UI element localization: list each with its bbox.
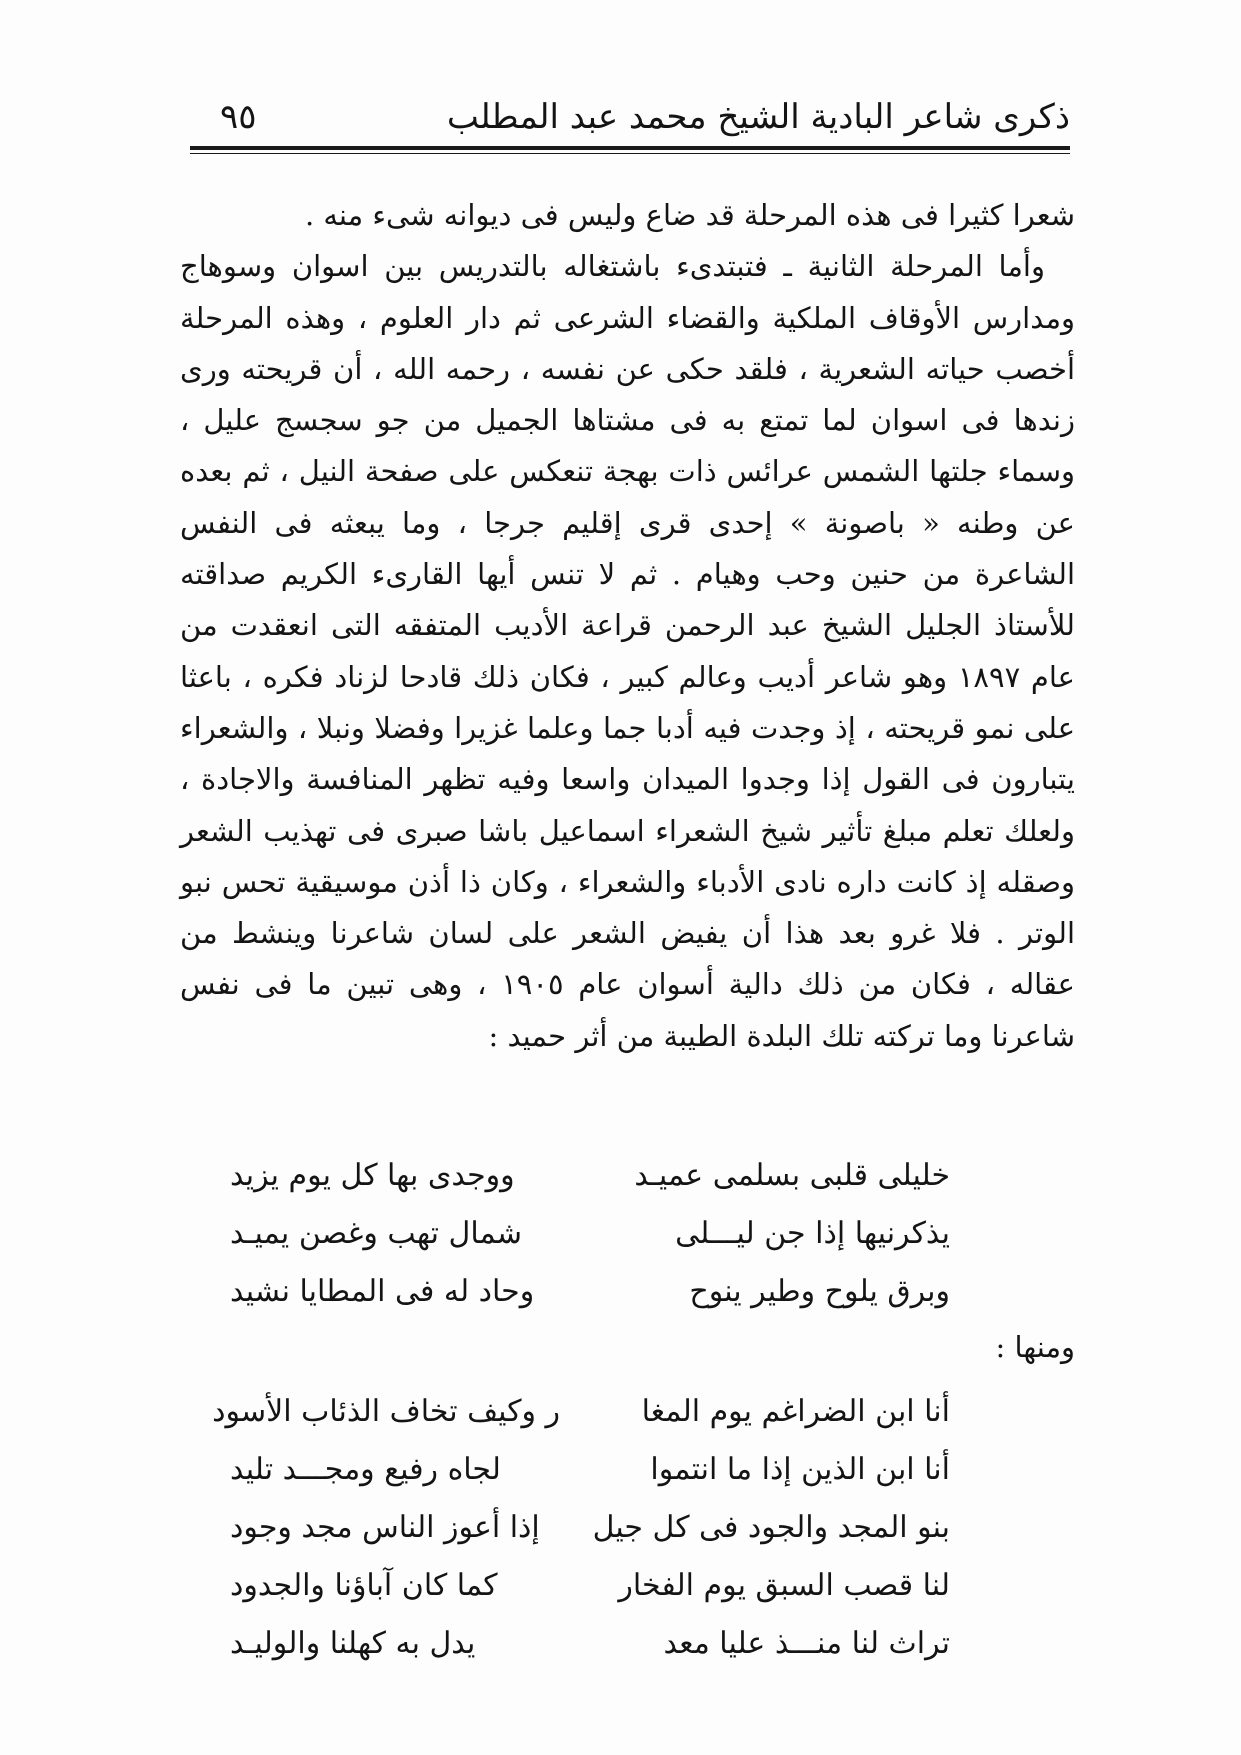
verse-first-hemistich: يذكرنيها إذا جن ليـــلى [675, 1216, 950, 1251]
poem-verse [230, 1499, 950, 1557]
poem-verse [230, 1205, 950, 1263]
body-text [180, 190, 1075, 1062]
verse-first-hemistich: أنا ابن الذين إذا ما انتموا [650, 1452, 950, 1487]
poem-verse [230, 1147, 950, 1205]
poem-verse [230, 1557, 950, 1615]
page-header [190, 92, 1070, 142]
verse-second-hemistich: كما كان آباؤنا والجدود [230, 1568, 498, 1603]
verse-second-hemistich: ووجدى بها كل يوم يزيد [230, 1158, 515, 1193]
verse-first-hemistich: وبرق يلوح وطير ينوح [689, 1274, 950, 1309]
verse-second-hemistich: لجاه رفيع ومجـــد تليد [230, 1452, 501, 1487]
verse-second-hemistich: شمال تهب وغصن يميـد [230, 1216, 522, 1251]
verse-first-hemistich: لنا قصب السبق يوم الفخار [618, 1568, 950, 1603]
poem-intro-label: ومنها : [995, 1330, 1075, 1364]
verse-first-hemistich: أنا ابن الضراغم يوم المغا [641, 1394, 950, 1429]
poem-block [212, 1383, 950, 1673]
verse-second-hemistich: وحاد له فى المطايا نشيد [230, 1274, 535, 1309]
paragraph: شعرا كثيرا فى هذه المرحلة قد ضاع وليس فى ديوانه شىء منه . [304, 198, 1075, 232]
verse-second-hemistich: ر وكيف تخاف الذئاب الأسود [212, 1394, 560, 1429]
header-rule-thick [190, 146, 1070, 150]
verse-first-hemistich: خليلى قلبى بسلمى عميـد [634, 1158, 950, 1193]
paragraph: وأما المرحلة الثانية ـ فتبتدىء باشتغاله بالتدريس بين اسوان وسوهاج ومدارس الأوقاف الملكية والقضاء الشرعى ثم دار العلوم ، وهذه المرحلة أخصب حياته الشعرية ، فلقد حكى عن نفسه ، رحمه الله ، أن قريحته ورى زندها فى اسوان لما تمتع به فى مشتاها الجميل من جو سجسج عليل ، وسماء جلتها الشمس عرائس ذات بهجة تنعكس على صفحة النيل ، ثم بعده عن وطنه « باصونة » إحدى قرى إقليم جرجا ، وما يبعثه فى النفس الشاعرة من حنين وحب وهيام . ثم لا تنس أيها القارىء الكريم صداقته للأستاذ الجليل الشيخ عبد الرحمن قراعة الأديب المتفقه التى انعقدت من عام ١٨٩٧ وهو شاعر أديب وعالم كبير ، فكان ذلك قادحا لزناد فكره ، باعثا على نمو قريحته ، إذ وجدت فيه أدبا جما وعلما غزيرا وفضلا ونبلا ، والشعراء يتبارون فى القول إذا وجدوا الميدان واسعا وفيه تظهر المنافسة والاجادة ، ولعلك تعلم مبلغ تأثير شيخ الشعراء اسماعيل باشا صبرى فى تهذيب الشعر وصقله إذ كانت داره نادى الأدباء والشعراء ، وكان ذا أذن موسيقية تحس نبو الوتر . فلا غرو بعد هذا أن يفيض الشعر على لسان شاعرنا وينشط من عقاله ، فكان من ذلك دالية أسوان عام ١٩٠٥ ، وهى تبين ما فى نفس شاعرنا وما تركته تلك البلدة الطيبة من أثر حميد : [180, 249, 1075, 1053]
page-number: ٩٥ [220, 97, 257, 137]
header-rule-thin [190, 153, 1070, 154]
verse-first-hemistich: تراث لنا منـــذ عليا معد [663, 1626, 950, 1661]
poem-verse [230, 1441, 950, 1499]
verse-first-hemistich: بنو المجد والجود فى كل جيل [592, 1510, 950, 1545]
running-title: ذكرى شاعر البادية الشيخ محمد عبد المطلب [446, 97, 1070, 137]
poem-verse [230, 1263, 950, 1321]
verse-second-hemistich: إذا أعوز الناس مجد وجود [230, 1510, 540, 1545]
verse-second-hemistich: يدل به كهلنا والوليـد [230, 1626, 476, 1661]
poem-verse [230, 1615, 950, 1673]
poem-verse [212, 1383, 950, 1441]
poem-block [230, 1147, 950, 1321]
